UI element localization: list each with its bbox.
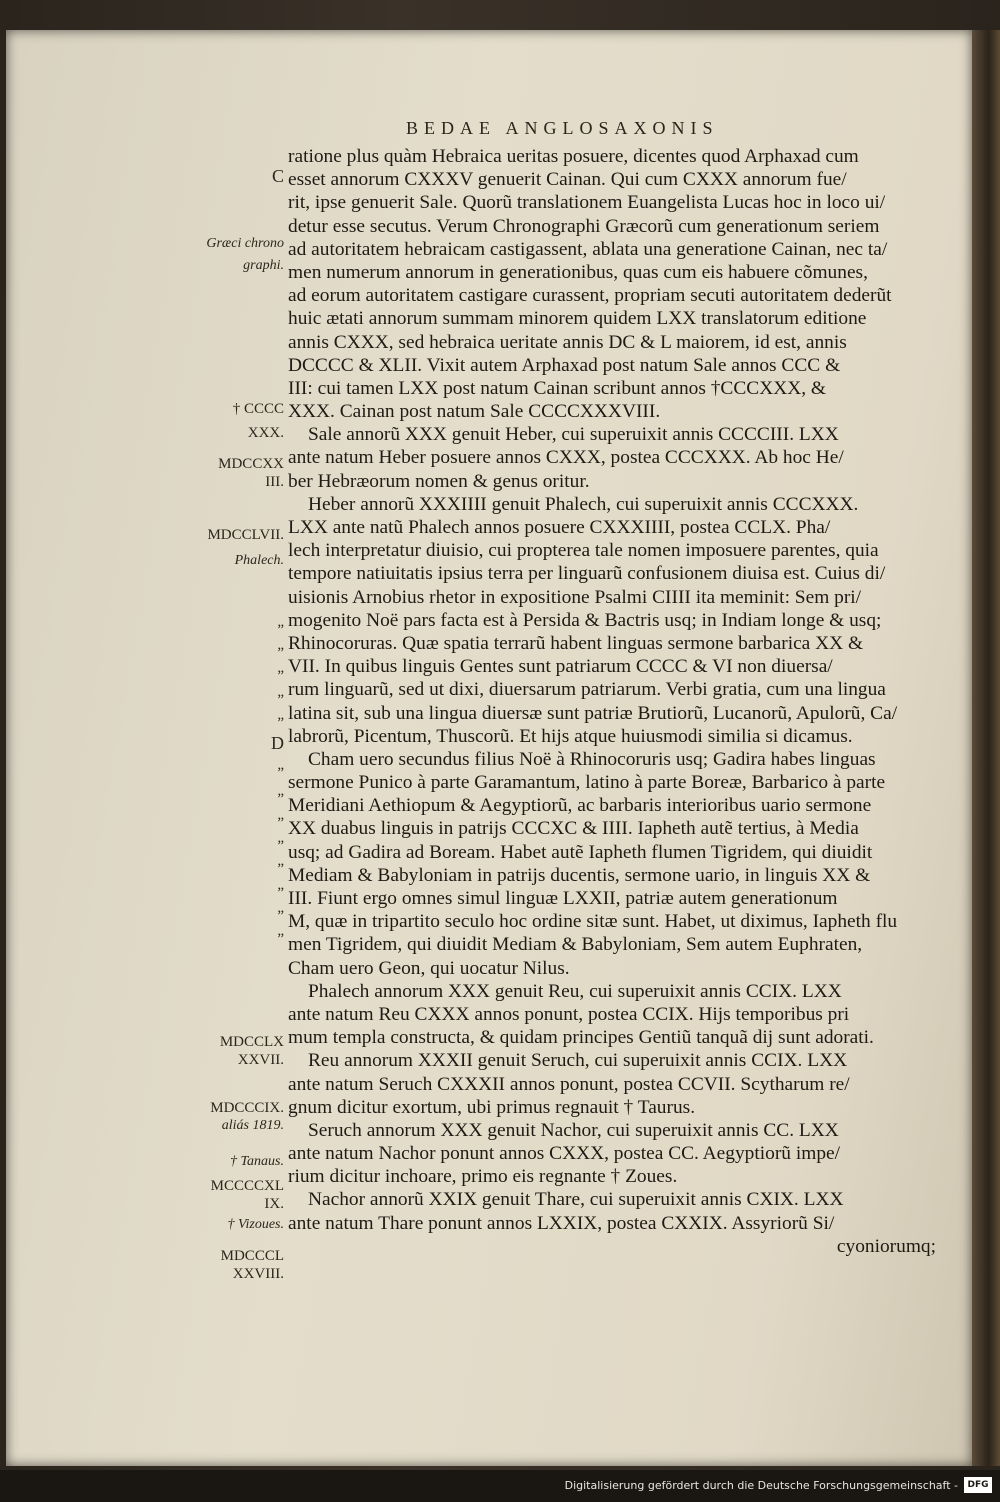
margin-quote-mark: „ [277, 660, 284, 676]
margin-note: XXVII. [237, 1052, 284, 1068]
margin-quote-mark: „ [277, 637, 284, 653]
margin-quote-mark: „ [277, 707, 284, 723]
text-line: Reu annorum XXXII genuit Seruch, cui superuixit annis CCIX. LXX [308, 1050, 848, 1072]
running-title: BEDAE ANGLOSAXONIS [406, 118, 719, 138]
margin-quote-mark: „ [277, 900, 284, 916]
text-line: ante natum Nachor ponunt annos CXXX, postea CC. Aegyptiorũ impe/ [288, 1143, 841, 1165]
text-line: men Tigridem, qui diuidit Mediam & Babyloniam, Sem autem Euphraten, [288, 934, 863, 956]
text-line: III. Fiunt ergo omnes simul linguæ LXXII, patriæ autem generationum [288, 888, 838, 909]
text-line: rum linguarũ, sed ut dixi, diuersarum patriarum. Verbi gratia, cum una lingua [288, 679, 886, 701]
margin-quote-mark: „ [277, 853, 284, 869]
text-line: cyoniorumq; [836, 1235, 936, 1257]
text-line: ante natum Heber posuere annos CXXX, postea CCCXXX. Ab hoc He/ [288, 447, 844, 469]
text-line: VII. In quibus linguis Gentes sunt patriarum CCCC & VI non diuersa/ [288, 656, 833, 678]
margin-note: Græci chrono [206, 236, 284, 251]
text-line: Phalech annorum XXX genuit Reu, cui superuixit annis CCIX. LXX [308, 980, 842, 1002]
text-line: mum templa constructa, & quidam principes Gentiũ tanquã dij sunt adorati. [288, 1027, 874, 1049]
margin-note: MDCCLX [219, 1034, 284, 1050]
margin-quote-mark: „ [277, 830, 284, 846]
margin-note: aliás 1819. [221, 1118, 284, 1133]
text-line: gnum dicitur exortum, ubi primus regnauit † Taurus. [288, 1096, 696, 1118]
text-line: mogenito Noë pars facta est à Persida & Bactris usq; in Indiam longe & usq; [288, 609, 882, 631]
text-line: uisionis Arnobius rhetor in expositione Psalmi CIIII ita meminit: Sem pri/ [288, 586, 862, 608]
text-line: Cham uero secundus filius Noë à Rhinocoruris usq; Gadira habes linguas [308, 748, 876, 770]
text-line: huic ætati annorum summam minorem quidem LXX translatorum editione [288, 308, 867, 330]
text-line: esset annorum CXXXV genuerit Cainan. Qui cum CXXX annorum fue/ [288, 169, 847, 191]
text-line: DCCCC & XLII. Vixit autem Arphaxad post natum Sale annos CCC & [288, 354, 841, 376]
margin-quote-mark: „ [277, 923, 284, 939]
text-line: Cham uero Geon, qui uocatur Nilus. [288, 957, 570, 979]
text-line: annis CXXX, sed hebraica ueritate annis DC & L maiorem, id est, annis [288, 331, 847, 353]
text-line: Sale annorũ XXX genuit Heber, cui superuixit annis CCCCIII. LXX [308, 424, 839, 446]
text-line: ante natum Thare ponunt annos LXXIX, postea CXXIX. Assyriorũ Si/ [288, 1212, 835, 1234]
margin-note: † Tanaus. [230, 1154, 284, 1169]
text-line: XXX. Cainan post natum Sale CCCCXXXVIII. [288, 401, 661, 423]
margin-quote-mark: „ [277, 614, 284, 630]
text-line: Mediam & Babyloniam in patrijs ducentis, sermone uario, in linguis XX & [288, 864, 871, 886]
margin-quote-mark: „ [277, 783, 284, 799]
text-line: tempore natiuitatis ipsius terra per linguarũ confusionem diuisa est. Cuius di/ [288, 563, 886, 585]
text-line: ad autoritatem hebraicam castigassent, ablata una generatione Cainan, nec ta/ [288, 238, 888, 260]
text-line: M, quæ in tripartito seculo hoc ordine sitæ sunt. Habet, ut diximus, Iapheth flu [288, 911, 898, 933]
margin-note: III. [265, 474, 284, 490]
margin-quote-mark: „ [277, 877, 284, 893]
text-line: III: cui tamen LXX post natum Cainan scribunt annos †CCCXXX, & [288, 377, 827, 399]
text-line: usq; ad Gadira ad Boream. Habet autẽ Iapheth flumen Tigridem, qui diuidit [288, 841, 873, 863]
text-line: ante natum Seruch CXXXII annos ponunt, postea CCVII. Scytharum re/ [288, 1073, 850, 1095]
text-line: Meridiani Aethiopum & Aegyptiorũ, ac barbaris interioribus uario sermone [288, 795, 872, 817]
text-line: ad eorum autoritatem castigare curassent, propriam secuti autoritatem dederũt [288, 285, 892, 307]
margin-quote-mark: „ [277, 684, 284, 700]
margin-note: Phalech. [234, 553, 284, 568]
text-line: Rhinocoruras. Quæ spatia terrarũ habent linguas sermone barbarica XX & [288, 632, 864, 654]
text-line: Heber annorũ XXXIIII genuit Phalech, cui superuixit annis CCCXXX. [308, 493, 859, 515]
dfg-logo: DFG [964, 1477, 992, 1493]
text-line: ante natum Reu CXXX annos ponunt, postea CCIX. Hijs temporibus pri [288, 1003, 850, 1025]
text-line: ber Hebræorum nomen & genus oritur. [288, 470, 590, 492]
footer-bar [0, 1470, 1000, 1502]
margin-note: XXVIII. [232, 1266, 284, 1282]
text-line: rit, ipse genuerit Sale. Quorũ translationem Euangelista Lucas hoc in loco ui/ [288, 192, 886, 214]
margin-note: MDCCCIX. [210, 1100, 284, 1116]
text-line: labrorũ, Picentum, Thuscorũ. Et hijs atque huiusmodi similia si dicamus. [288, 725, 853, 747]
margin-note: MDCCXX [218, 456, 284, 472]
margin-note: MDCCCL [220, 1248, 284, 1264]
margin-quote-mark: „ [277, 757, 284, 773]
text-line: sermone Punico à parte Garamantum, latino à parte Boreæ, Barbarico à parte [288, 772, 886, 794]
main-text [288, 145, 936, 1258]
text-line: LXX ante natũ Phalech annos posuere CXXXIIII, postea CCLX. Pha/ [288, 517, 831, 538]
margin-note: IX. [264, 1196, 284, 1212]
text-line: lech interpretatur diuisio, cui propterea tale nomen imposuere parentes, quia [288, 540, 879, 562]
text-line: ratione plus quàm Hebraica ueritas posuere, dicentes quod Arphaxad cum [288, 146, 859, 167]
text-line: Seruch annorum XXX genuit Nachor, cui superuixit annis CC. LXX [308, 1119, 839, 1141]
text-line: men numerum annorum in generationibus, quas cum eis habuere cõmunes, [288, 261, 868, 283]
margin-note: MCCCCXL [210, 1178, 284, 1194]
margin-letter: D [271, 733, 284, 753]
text-line: rium dicitur inchoare, primo eis regnante † Zoues. [288, 1166, 678, 1188]
funding-credit: Digitalisierung gefördert durch die Deutsche Forschungsgemeinschaft - [564, 1479, 958, 1492]
text-line: XX duabus linguis in patrijs CCCXC & IIII. Iapheth autẽ tertius, à Media [288, 818, 859, 840]
text-line: Nachor annorũ XXIX genuit Thare, cui superuixit annis CXIX. LXX [308, 1189, 844, 1211]
text-line: detur esse secutus. Verum Chronographi Græcorũ cum generationum seriem [288, 215, 880, 237]
margin-letter: C [271, 166, 284, 186]
margin-note: † Vizoues. [227, 1217, 284, 1232]
margin-note: graphi. [243, 258, 284, 273]
margin-note: † CCCC [232, 401, 284, 417]
text-line: latina sit, sub una lingua diuersæ sunt patriæ Brutiorũ, Lucanorũ, Apulorũ, Ca/ [288, 702, 898, 724]
margin-note: XXX. [247, 425, 284, 441]
margin-note: MDCCLVII. [207, 527, 284, 543]
margin-quote-mark: „ [277, 807, 284, 823]
page-edge [972, 30, 1000, 1466]
